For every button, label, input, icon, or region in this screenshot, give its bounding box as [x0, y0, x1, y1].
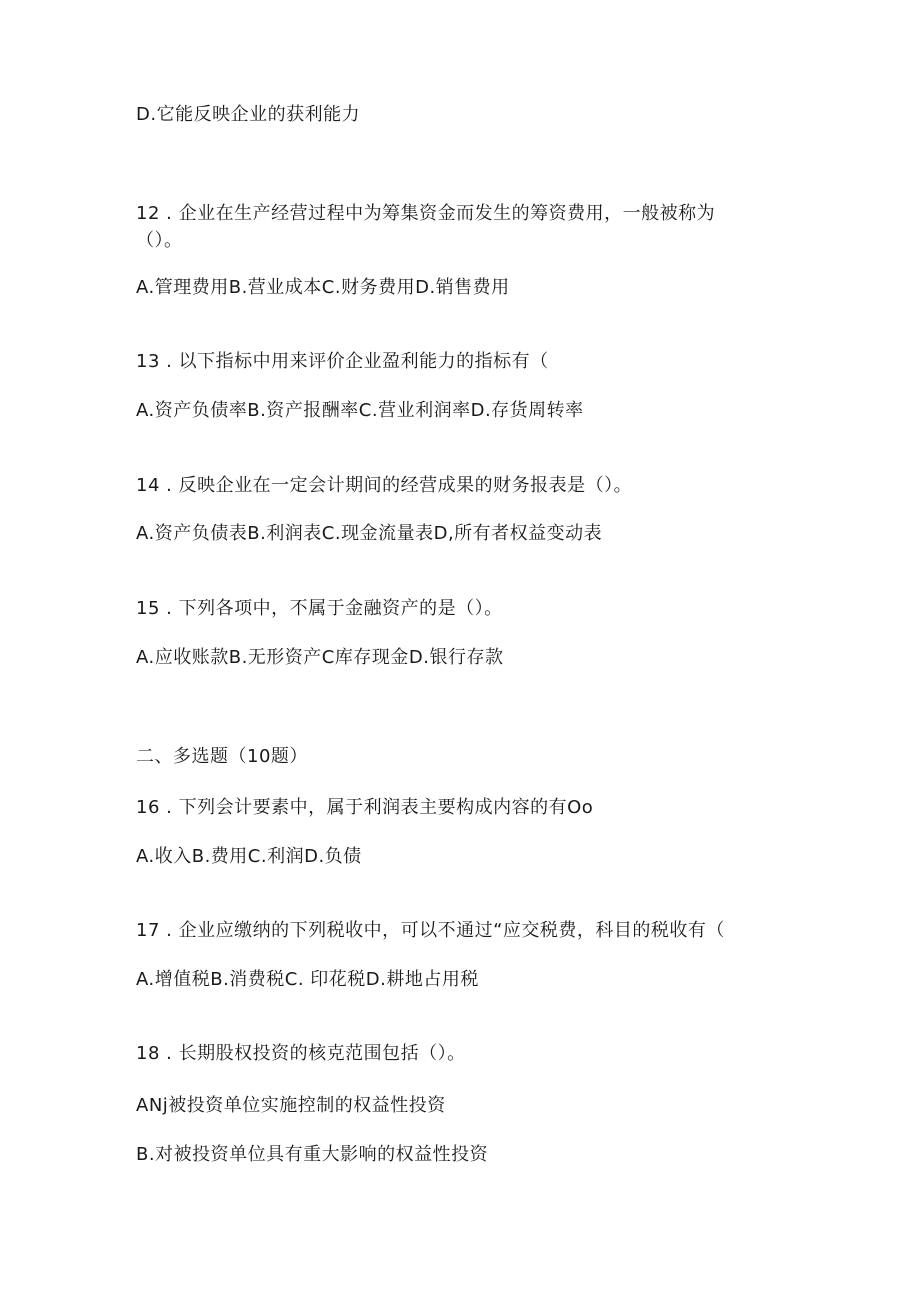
- q16-options: A.收入B.费用C.利润D.负债: [136, 846, 362, 867]
- q15-stem: 15 . 下列各项中，不属于金融资产的是（）。: [136, 598, 503, 619]
- q13-options: A.资产负债率B.资产报酬率C.营业利润率D.存货周转率: [136, 400, 584, 421]
- q13-stem: 13 . 以下指标中用来评价企业盈利能力的指标有（: [136, 351, 549, 372]
- q12-stem-continued: （）。: [136, 230, 183, 251]
- section-heading: 二、多选题（10题）: [136, 746, 308, 767]
- q14-options: A.资产负债表B.利润表C.现金流量表D,所有者权益变动表: [136, 523, 603, 544]
- q16-stem: 16 . 下列会计要素中，属于利润表主要构成内容的有Oo: [136, 797, 594, 818]
- q18-stem: 18 . 长期股权投资的核克范围包括（）。: [136, 1043, 466, 1064]
- q11-option-d: D.它能反映企业的获利能力: [136, 104, 361, 125]
- q14-stem: 14 . 反映企业在一定会计期间的经营成果的财务报表是（）。: [136, 475, 633, 496]
- q18-option-a: ANj被投资单位实施控制的权益性投资: [136, 1095, 446, 1116]
- q17-options: A.增值税B.消费税C. 印花税D.耕地占用税: [136, 969, 479, 990]
- q12-stem: 12 . 企业在生产经营过程中为筹集资金而发生的筹资费用，一般被称为: [136, 203, 716, 224]
- q17-stem: 17 . 企业应缴纳的下列税收中，可以不通过“应交税费，科目的税收有（: [136, 920, 725, 941]
- q12-options: A.管理费用B.营业成本C.财务费用D.销售费用: [136, 277, 510, 298]
- q15-options: A.应收账款B.无形资产C库存现金D.银行存款: [136, 647, 504, 668]
- q18-option-b: B.对被投资单位具有重大影响的权益性投资: [136, 1144, 489, 1165]
